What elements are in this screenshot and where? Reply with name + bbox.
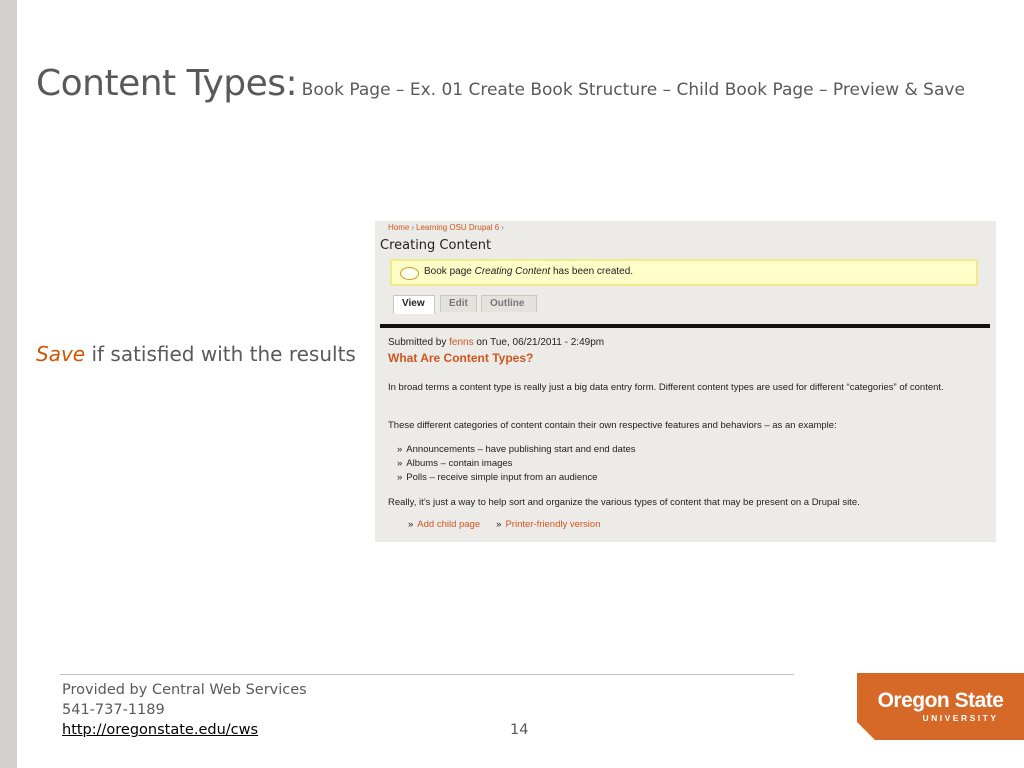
slide-title <box>36 63 965 104</box>
node-links <box>408 519 617 530</box>
logo-line-1: Oregon State <box>877 689 1004 712</box>
speech-bubble-icon <box>400 267 419 280</box>
breadcrumb-separator: › <box>411 223 415 232</box>
paragraph-3: Really, it’s just a way to help sort and organize the various types of content that may be present on a Drupal site. <box>388 497 860 508</box>
printer-friendly-link[interactable]: Printer-friendly version <box>505 519 601 530</box>
osu-logo <box>857 673 1024 740</box>
paragraph-1: In broad terms a content type is really just a big data entry form. Different content types are used for different “categories” of content. <box>388 382 944 393</box>
slide-caption <box>36 342 356 366</box>
page-title: Creating Content <box>380 238 492 253</box>
arrow-icon: » <box>408 519 414 530</box>
left-accent-bar <box>0 0 17 768</box>
list-item: » Albums – contain images <box>397 457 636 471</box>
breadcrumb-separator: › <box>501 223 504 232</box>
submitted-info: Submitted by fenns on Tue, 06/21/2011 - 2:49pm <box>388 337 605 348</box>
status-message <box>390 259 978 286</box>
list-item: » Announcements – have publishing start and end dates <box>397 443 636 457</box>
footer-divider <box>60 674 794 675</box>
tab-edit[interactable]: Edit <box>440 295 477 312</box>
slide-title-sub: Book Page – Ex. 01 Create Book Structure – Child Book Page – Preview & Save <box>301 80 965 100</box>
status-message-text: Book page Creating Content has been created. <box>424 266 634 277</box>
logo-line-2: UNIVERSITY <box>922 713 999 723</box>
footer-phone: 541-737-1189 <box>62 702 165 718</box>
caption-emphasis: Save <box>36 342 86 366</box>
breadcrumb <box>388 223 506 232</box>
author-link[interactable]: fenns <box>449 337 474 348</box>
add-child-page-link[interactable]: Add child page <box>417 519 481 530</box>
paragraph-2: These different categories of content contain their own respective features and behaviors – as an example: <box>388 420 837 431</box>
breadcrumb-home[interactable]: Home <box>388 223 410 232</box>
example-list <box>397 443 636 485</box>
page-number: 14 <box>510 722 529 738</box>
footer-info <box>62 680 307 740</box>
slide-title-main: Content Types: <box>36 63 298 104</box>
list-item: » Polls – receive simple input from an audience <box>397 471 636 485</box>
content-heading[interactable]: What Are Content Types? <box>388 351 534 365</box>
tab-view[interactable]: View <box>393 295 435 314</box>
caption-text: if satisfied with the results <box>85 342 356 366</box>
breadcrumb-learning[interactable]: Learning OSU Drupal 6 <box>416 223 500 232</box>
arrow-icon: » <box>496 519 502 530</box>
footer-link[interactable]: http://oregonstate.edu/cws <box>62 722 259 738</box>
drupal-screenshot <box>375 221 996 542</box>
logo-fold <box>857 722 875 740</box>
divider <box>380 324 990 328</box>
tab-outline[interactable]: Outline <box>481 295 537 312</box>
footer-provider: Provided by Central Web Services <box>62 682 307 698</box>
